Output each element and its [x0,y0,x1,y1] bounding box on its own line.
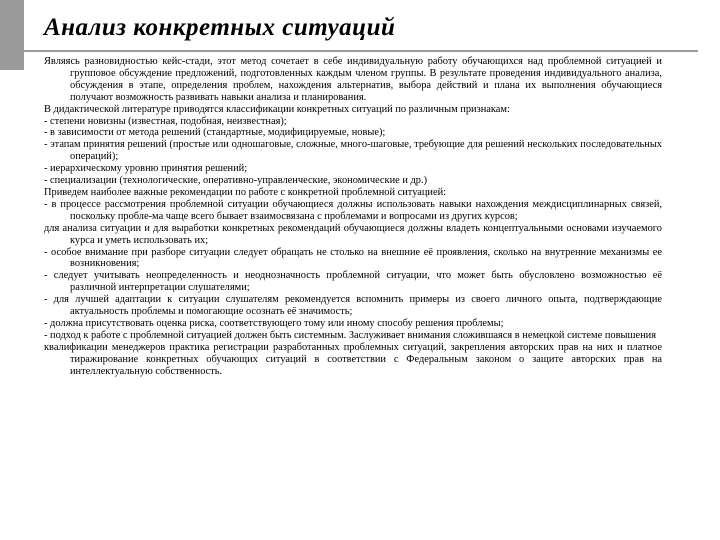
title-accent-block [0,0,24,70]
paragraph-classification: В дидактической литературе приводятся классификации конкретных ситуаций по различным признакам: [44,103,510,115]
list-item-risk: - должна присутствовать оценка риска, соответствующего тому или иному способу решения проблемы; [44,317,504,329]
list-item-stages: - этапам принятия решений (простые или одношаговые, сложные, много-шаговые, требующие для решений нескольких последовательных операций); [44,139,662,163]
list-item-experience: - для лучшей адаптации к ситуации слушателям рекомендуется вспомнить примеры из своего личного опыта, подтверждающие актуальность проблемы и помогающие осознать её значимость; [44,294,662,318]
list-item-systemic: - подход к работе с проблемной ситуацией должен быть системным. Заслуживает внимания сложившаяся в немецкой системе повышения [44,329,656,341]
paragraph-intro: Являясь разновидностью кейс-стади, этот метод сочетает в себе индивидуальную работу обучающихся над проблемной ситуацией и групповое обсуждение предложений, подготовленных каждым членом группы. В результате проведения индивидуального анализа, обсуждения в этапе, определения проблем, нахождения альтернатив, выбора действий и плана их выполнения обучающиеся получают возможность развивать навыки анализа и планирования. [44,56,662,103]
list-item-uncertainty: - следует учитывать неопределенность и неоднозначность проблемной ситуации, что может быть обусловлено возможностью её различной интерпретации слушателями; [44,270,662,294]
slide-body [44,56,662,377]
list-item-specialization: - специализации (технологические, оперативно-управленческие, экономические и др.) [44,175,428,187]
list-item-concepts: для анализа ситуации и для выработки конкретных рекомендаций обучающиеся должны владеть концептуальными основами изучаемого курса и уметь использовать их; [44,222,662,246]
list-item-interdisciplinary: - в процессе рассмотрения проблемной ситуации обучающиеся должны использовать навыки нахождения междисциплинарных связей, поскольку пробле-ма чаще всего бывает взаимосвязана с проблемами и вопросами из других курсов; [44,198,662,222]
list-item-hierarchy: - иерархическому уровню принятия решений; [44,163,248,175]
slide-title: Анализ конкретных ситуаций [44,14,396,41]
paragraph-recommendations: Приведем наиболее важные рекомендации по работе с конкретной проблемной ситуацией: [44,186,447,198]
list-item-novelty: - степени новизны (известная, подобная, неизвестная); [44,115,287,127]
paragraph-copyright: квалификации менеджеров практика регистрации разработанных проблемных ситуаций, закрепления авторских прав на них и платное тиражирование конкретных обучающих ситуаций в соответствии с Федеральным законом о защите авторских прав на интеллектуальную собственность. [44,341,662,377]
list-item-mechanisms: - особое внимание при разборе ситуации следует обращать не столько на внешние её проявления, сколько на внутренние механизмы ее возникновения; [44,246,662,270]
list-item-method: - в зависимости от метода решений (стандартные, модифицируемые, новые); [44,127,386,139]
title-underline [22,50,698,52]
